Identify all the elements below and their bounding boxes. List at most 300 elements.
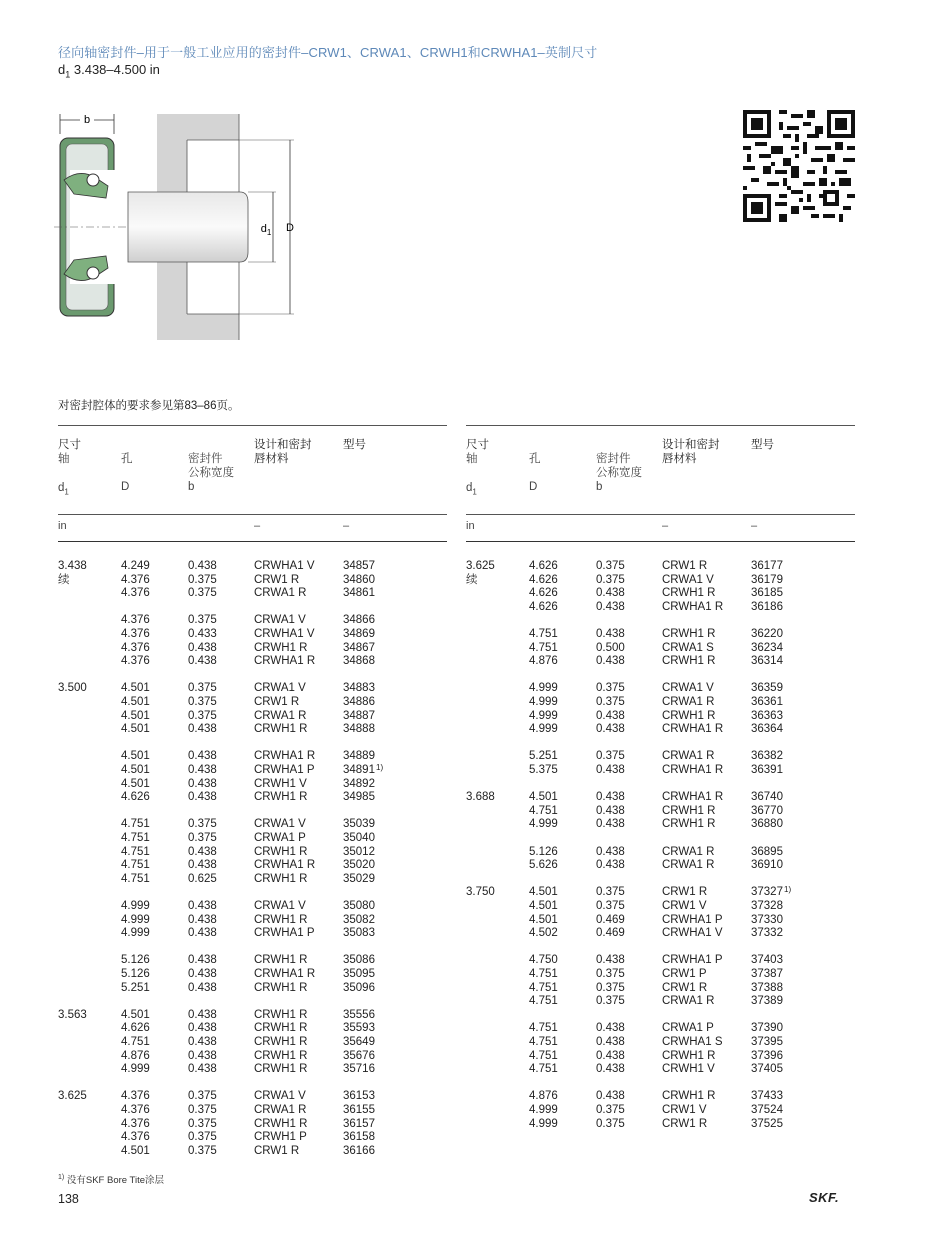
cell-bore: 4.501 — [529, 900, 558, 912]
header-shaft: 轴 — [58, 453, 70, 465]
cell-designation: 35082 — [343, 913, 375, 926]
cell-width: 0.438 — [596, 859, 625, 872]
cell-designation: 34869 — [343, 628, 375, 640]
cell-designation: 34868 — [343, 655, 375, 668]
table-row — [466, 1022, 855, 1036]
cell-width: 0.438 — [596, 587, 625, 600]
cell-width: 0.500 — [596, 641, 625, 654]
cell-design: CRWA1 R — [254, 587, 307, 600]
cell-bore: 4.376 — [121, 1090, 150, 1103]
header-sym-d1: $d_1$ — [466, 482, 477, 497]
cell-bore: 4.501 — [121, 709, 150, 722]
cell-width: 0.375 — [188, 1117, 217, 1130]
table-row — [58, 1009, 447, 1023]
cell-width: 0.375 — [596, 682, 625, 695]
cell-width: 0.438 — [188, 913, 217, 926]
cell-designation: 35039 — [343, 818, 375, 831]
header-designation: 型号 — [751, 439, 774, 451]
cell-designation: 34867 — [343, 641, 375, 654]
header-design-1: 设计和密封 — [254, 439, 312, 451]
cell-designation: 37328 — [751, 900, 783, 912]
table-row — [58, 1050, 447, 1064]
cell-designation: 34860 — [343, 573, 375, 586]
cell-designation: 36155 — [343, 1104, 375, 1116]
cell-bore: 4.751 — [529, 995, 558, 1008]
cell-bore: 4.376 — [121, 655, 150, 668]
cell-width: 0.375 — [596, 1104, 625, 1116]
cell-bore: 4.750 — [529, 954, 558, 967]
cell-designation: 35716 — [343, 1063, 375, 1076]
table-row — [466, 968, 855, 982]
table-row — [466, 1104, 855, 1118]
table-row — [466, 1036, 855, 1050]
table-row — [58, 1145, 447, 1159]
cell-designation: 35083 — [343, 927, 375, 940]
cell-design: CRWA1 V — [254, 900, 306, 912]
cell-width: 0.438 — [188, 900, 217, 912]
subtitle-range: 3.438–4.500 in — [73, 62, 160, 77]
header-width-2: 公称宽度 — [596, 467, 642, 479]
table-row — [58, 642, 447, 656]
cell-design: CRWA1 R — [662, 995, 715, 1008]
cell-designation: 37433 — [751, 1090, 783, 1103]
cell-designation: 36166 — [343, 1144, 375, 1157]
cell-bore: 5.126 — [121, 954, 150, 967]
cell-designation: 36359 — [751, 682, 783, 695]
cell-width: 0.469 — [596, 913, 625, 926]
table-row — [58, 982, 447, 996]
cell-width: 0.438 — [188, 1036, 217, 1048]
cell-design: CRWH1 R — [254, 872, 308, 885]
table-row — [466, 927, 855, 941]
table-row — [466, 764, 855, 778]
cell-design: CRWH1 R — [662, 587, 716, 600]
cell-design: CRWA1 V — [254, 1090, 306, 1103]
table-row — [466, 655, 855, 669]
table-rule-top — [466, 425, 855, 426]
table-rule-header-bottom — [58, 541, 447, 542]
header-bore: 孔 — [529, 453, 541, 465]
cell-design: CRWA1 V — [662, 573, 714, 586]
cell-design: CRWH1 P — [254, 1131, 307, 1144]
cell-designation: 36186 — [751, 600, 783, 613]
cell-bore: 4.376 — [121, 628, 150, 640]
cell-bore: 4.376 — [121, 587, 150, 600]
table-row — [466, 805, 855, 819]
table-row — [466, 846, 855, 860]
cell-design: CRWH1 R — [254, 791, 308, 804]
table-row — [58, 818, 447, 832]
unit-in: in — [58, 520, 67, 532]
cell-designation: 36314 — [751, 655, 783, 668]
cell-width: 0.375 — [596, 995, 625, 1008]
cell-shaft: 3.625 — [466, 560, 495, 572]
cell-width: 0.438 — [188, 723, 217, 736]
cell-bore: 4.501 — [121, 682, 150, 695]
cell-bore: 4.751 — [529, 641, 558, 654]
cell-design: CRWA1 S — [662, 641, 714, 654]
cell-design: CRWH1 R — [254, 641, 308, 654]
table-rule-header-bottom — [466, 541, 855, 542]
label-b: b — [83, 114, 91, 126]
cell-design: CRW1 R — [254, 1144, 300, 1157]
cell-designation: 36177 — [751, 560, 783, 572]
table-row — [58, 1131, 447, 1145]
cell-width: 0.438 — [188, 845, 217, 858]
header-designation: 型号 — [343, 439, 366, 451]
cell-bore: 4.999 — [121, 1063, 150, 1076]
table-row — [466, 696, 855, 710]
cell-bore: 4.751 — [121, 859, 150, 872]
footnote-text: 没有SKF Bore Tite涂层 — [66, 1175, 165, 1186]
table-rule-top — [58, 425, 447, 426]
cell-width: 0.438 — [188, 1049, 217, 1062]
table-row — [466, 642, 855, 656]
skf-logo: SKF. — [809, 1190, 840, 1205]
table-row — [58, 1063, 447, 1077]
cell-design: CRWH1 R — [662, 628, 716, 640]
cell-designation: 36158 — [343, 1131, 375, 1144]
cell-designation: 35040 — [343, 832, 375, 844]
cell-width: 0.438 — [596, 818, 625, 831]
cell-design: CRWHA1 P — [662, 954, 723, 967]
cell-design: CRWHA1 R — [662, 723, 724, 736]
cell-width: 0.375 — [188, 709, 217, 722]
cell-bore: 4.751 — [529, 1049, 558, 1062]
cell-width: 0.438 — [596, 1036, 625, 1048]
cell-width: 0.438 — [188, 1008, 217, 1021]
cell-design: CRWH1 R — [662, 818, 716, 831]
size-range-subtitle — [58, 62, 160, 80]
table-row — [58, 574, 447, 588]
cell-width: 0.469 — [596, 927, 625, 940]
cell-bore: 4.999 — [529, 696, 558, 708]
cell-designation: 37403 — [751, 954, 783, 967]
cell-width: 0.375 — [596, 573, 625, 586]
cell-bore: 4.626 — [529, 600, 558, 613]
cell-shaft: 3.625 — [58, 1090, 87, 1103]
cell-width: 0.438 — [596, 804, 625, 817]
table-row — [466, 818, 855, 832]
cell-designation: 36185 — [751, 587, 783, 600]
table-row — [466, 995, 855, 1009]
qr-code-image — [743, 110, 855, 222]
cell-bore: 4.501 — [121, 1144, 150, 1157]
qr-code[interactable] — [743, 110, 855, 222]
cell-design: CRWHA1 S — [662, 1036, 723, 1048]
header-sym-d1: $d_1$ — [58, 482, 69, 497]
cell-bore: 4.999 — [121, 927, 150, 940]
table-row — [58, 846, 447, 860]
cell-designation: 35086 — [343, 954, 375, 967]
cell-width: 0.375 — [596, 900, 625, 912]
cell-width: 0.375 — [188, 573, 217, 586]
cell-width: 0.438 — [188, 968, 217, 980]
cell-bore: 4.751 — [121, 872, 150, 885]
table-row — [466, 900, 855, 914]
cell-design: CRW1 R — [662, 886, 708, 899]
cell-bore: 4.502 — [529, 927, 558, 940]
table-row — [58, 832, 447, 846]
cell-bore: 4.376 — [121, 641, 150, 654]
cell-design: CRW1 R — [662, 981, 708, 994]
cell-designation: 37389 — [751, 995, 783, 1008]
cell-design: CRWH1 R — [254, 954, 308, 967]
table-row — [58, 682, 447, 696]
header-width-1: 密封件 — [188, 453, 223, 465]
cell-width: 0.375 — [188, 1131, 217, 1144]
cell-width: 0.438 — [596, 1049, 625, 1062]
cell-width: 0.375 — [596, 750, 625, 763]
subtitle-symbol-sub: 1 — [65, 69, 71, 80]
cell-width: 0.375 — [188, 818, 217, 831]
cell-design: CRWHA1 V — [662, 927, 723, 940]
cell-bore: 5.126 — [529, 845, 558, 858]
table-row — [58, 560, 447, 574]
header-width-2: 公称宽度 — [188, 467, 234, 479]
table-row — [466, 954, 855, 968]
cell-width: 0.375 — [188, 614, 217, 627]
footnote-ref: 1) — [784, 885, 792, 895]
cell-width: 0.375 — [188, 682, 217, 695]
cavity-requirements-note: 对密封腔体的要求参见第83–86页。 — [58, 400, 240, 412]
cell-designation: 35556 — [343, 1008, 375, 1021]
label-d1: $d_1$ — [260, 223, 272, 237]
cell-design: CRWHA1 R — [662, 764, 724, 776]
cell-designation: 36740 — [751, 791, 783, 804]
cell-width: 0.438 — [188, 764, 217, 776]
table-row — [466, 1090, 855, 1104]
cell-bore: 4.376 — [121, 1117, 150, 1130]
cell-designation: 35649 — [343, 1036, 375, 1048]
header-bore: 孔 — [121, 453, 133, 465]
cell-design: CRWH1 R — [254, 913, 308, 926]
cell-designation: 37327 — [751, 886, 783, 899]
cell-bore: 4.751 — [529, 628, 558, 640]
cell-width: 0.438 — [596, 723, 625, 736]
table-row — [466, 1118, 855, 1132]
cell-design: CRW1 R — [254, 696, 300, 708]
footnote-ref: 1) — [376, 763, 384, 772]
cell-design: CRW1 V — [662, 1104, 707, 1116]
cell-shaft: 3.688 — [466, 791, 495, 804]
cell-design: CRWHA1 V — [254, 628, 315, 640]
unit-designation: – — [751, 520, 758, 532]
cell-design: CRWHA1 R — [254, 968, 316, 980]
cell-design: CRWH1 R — [254, 1036, 308, 1048]
cell-shaft: 3.438 — [58, 560, 87, 572]
seal-cross-section-drawing — [50, 108, 310, 348]
cell-designation: 35096 — [343, 981, 375, 994]
cell-width: 0.438 — [188, 655, 217, 668]
cell-design: CRWA1 P — [662, 1022, 714, 1035]
cell-bore: 4.999 — [529, 1117, 558, 1130]
cell-designation: 34985 — [343, 791, 375, 804]
cell-designation: 36363 — [751, 709, 783, 722]
cell-width: 0.375 — [596, 981, 625, 994]
table-row — [466, 682, 855, 696]
cell-design: CRWH1 R — [662, 655, 716, 668]
cell-design: CRWHA1 R — [254, 750, 316, 763]
cell-design: CRWA1 R — [662, 859, 715, 872]
table-rule-mid — [58, 514, 447, 515]
cell-bore: 4.626 — [121, 1022, 150, 1035]
cell-bore: 4.501 — [121, 764, 150, 776]
header-dims: 尺寸 — [58, 439, 81, 451]
table-row — [466, 560, 855, 574]
cell-width: 0.438 — [188, 927, 217, 940]
cell-designation: 37332 — [751, 927, 783, 940]
cell-bore: 4.626 — [121, 791, 150, 804]
table-row — [466, 587, 855, 601]
cell-design: CRWH1 R — [254, 845, 308, 858]
cell-designation: 34892 — [343, 777, 375, 790]
cell-design: CRWA1 R — [662, 845, 715, 858]
cell-bore: 5.626 — [529, 859, 558, 872]
table-row — [466, 982, 855, 996]
cell-width: 0.375 — [596, 886, 625, 899]
page-number: 138 — [58, 1192, 79, 1206]
cell-design: CRW1 R — [662, 560, 708, 572]
cell-design: CRWH1 R — [254, 1008, 308, 1021]
table-row — [58, 1022, 447, 1036]
table-row — [58, 1104, 447, 1118]
cell-bore: 4.501 — [121, 750, 150, 763]
cell-bore: 4.249 — [121, 560, 150, 572]
cell-width: 0.438 — [596, 709, 625, 722]
table-row — [58, 914, 447, 928]
table-row — [58, 1036, 447, 1050]
table-row — [58, 873, 447, 887]
cell-design: CRWA1 V — [254, 818, 306, 831]
table-rule-mid — [466, 514, 855, 515]
cell-designation: 34887 — [343, 709, 375, 722]
cell-width: 0.438 — [188, 1063, 217, 1076]
header-dims: 尺寸 — [466, 439, 489, 451]
table-row — [58, 764, 447, 778]
table-row — [58, 1090, 447, 1104]
table-row — [58, 655, 447, 669]
cell-design: CRW1 R — [662, 1117, 708, 1130]
cell-bore: 4.999 — [529, 682, 558, 695]
cell-width: 0.375 — [188, 696, 217, 708]
cell-designation: 35020 — [343, 859, 375, 872]
cell-designation: 36880 — [751, 818, 783, 831]
cell-width: 0.438 — [188, 750, 217, 763]
cell-design: CRWH1 R — [254, 1049, 308, 1062]
table-row — [58, 954, 447, 968]
cell-design: CRWHA1 V — [254, 560, 315, 572]
cell-width: 0.438 — [188, 954, 217, 967]
table-row — [58, 696, 447, 710]
table-row — [466, 750, 855, 764]
cell-bore: 4.751 — [529, 804, 558, 817]
cell-bore: 4.751 — [121, 832, 150, 844]
cell-bore: 4.999 — [121, 900, 150, 912]
header-sym-D: D — [121, 481, 130, 493]
cell-bore: 4.751 — [529, 1036, 558, 1048]
cell-width: 0.375 — [188, 1104, 217, 1116]
cell-designation: 36179 — [751, 573, 783, 586]
table-row — [58, 968, 447, 982]
cell-bore: 4.376 — [121, 1104, 150, 1116]
table-row — [58, 927, 447, 941]
cell-width: 0.375 — [596, 560, 625, 572]
cell-design: CRWHA1 R — [254, 655, 316, 668]
cell-width: 0.433 — [188, 628, 217, 640]
cell-design: CRWH1 V — [254, 777, 307, 790]
cell-design: CRW1 V — [662, 900, 707, 912]
cell-bore: 4.501 — [121, 696, 150, 708]
table-row — [58, 778, 447, 792]
cell-bore: 5.375 — [529, 764, 558, 776]
cell-designation: 35029 — [343, 872, 375, 885]
cell-design: CRWHA1 P — [662, 913, 723, 926]
cell-width: 0.438 — [596, 954, 625, 967]
table-row — [466, 886, 855, 900]
header-design-1: 设计和密封 — [662, 439, 720, 451]
subtitle-symbol: d — [58, 62, 66, 77]
cell-design: CRWHA1 R — [662, 791, 724, 804]
cell-designation: 34883 — [343, 682, 375, 695]
cell-width: 0.438 — [596, 628, 625, 640]
cell-bore: 4.751 — [529, 981, 558, 994]
cell-design: CRWHA1 R — [254, 859, 316, 872]
table-row — [466, 1050, 855, 1064]
table-row — [58, 750, 447, 764]
cell-width: 0.438 — [596, 655, 625, 668]
cell-bore: 4.376 — [121, 614, 150, 627]
cell-width: 0.375 — [188, 1090, 217, 1103]
table-row — [466, 710, 855, 724]
cell-width: 0.438 — [596, 791, 625, 804]
table-row — [58, 614, 447, 628]
cell-bore: 4.501 — [121, 1008, 150, 1021]
cell-width: 0.438 — [596, 845, 625, 858]
cell-design: CRWHA1 P — [254, 927, 315, 940]
cell-shaft: 3.563 — [58, 1008, 87, 1021]
cell-design: CRWH1 R — [662, 1049, 716, 1062]
cell-design: CRWA1 V — [254, 682, 306, 695]
cell-bore: 4.626 — [529, 560, 558, 572]
table-row — [58, 900, 447, 914]
cell-designation: 37330 — [751, 913, 783, 926]
cell-bore: 4.501 — [121, 723, 150, 736]
cell-width: 0.375 — [596, 1117, 625, 1130]
cell-bore: 4.999 — [121, 913, 150, 926]
table-row — [58, 628, 447, 642]
cell-design: CRWA1 R — [662, 750, 715, 763]
table-row — [466, 601, 855, 615]
cell-designation: 35080 — [343, 900, 375, 912]
unit-design: – — [662, 520, 669, 532]
cell-design: CRWH1 R — [254, 723, 308, 736]
cell-designation: 34889 — [343, 750, 375, 763]
cell-designation: 36910 — [751, 859, 783, 872]
cell-designation: 35676 — [343, 1049, 375, 1062]
cell-design: CRWH1 R — [662, 804, 716, 817]
footnote-mark: 1) — [58, 1173, 65, 1181]
cell-design: CRWA1 V — [254, 614, 306, 627]
table-row — [58, 859, 447, 873]
cell-design: CRWHA1 R — [662, 600, 724, 613]
cell-bore: 4.501 — [529, 791, 558, 804]
cell-width: 0.438 — [596, 764, 625, 776]
cell-shaft: 3.750 — [466, 886, 495, 899]
cell-design: CRWH1 R — [662, 1090, 716, 1103]
cell-designation: 36234 — [751, 641, 783, 654]
footnote — [58, 1172, 164, 1186]
